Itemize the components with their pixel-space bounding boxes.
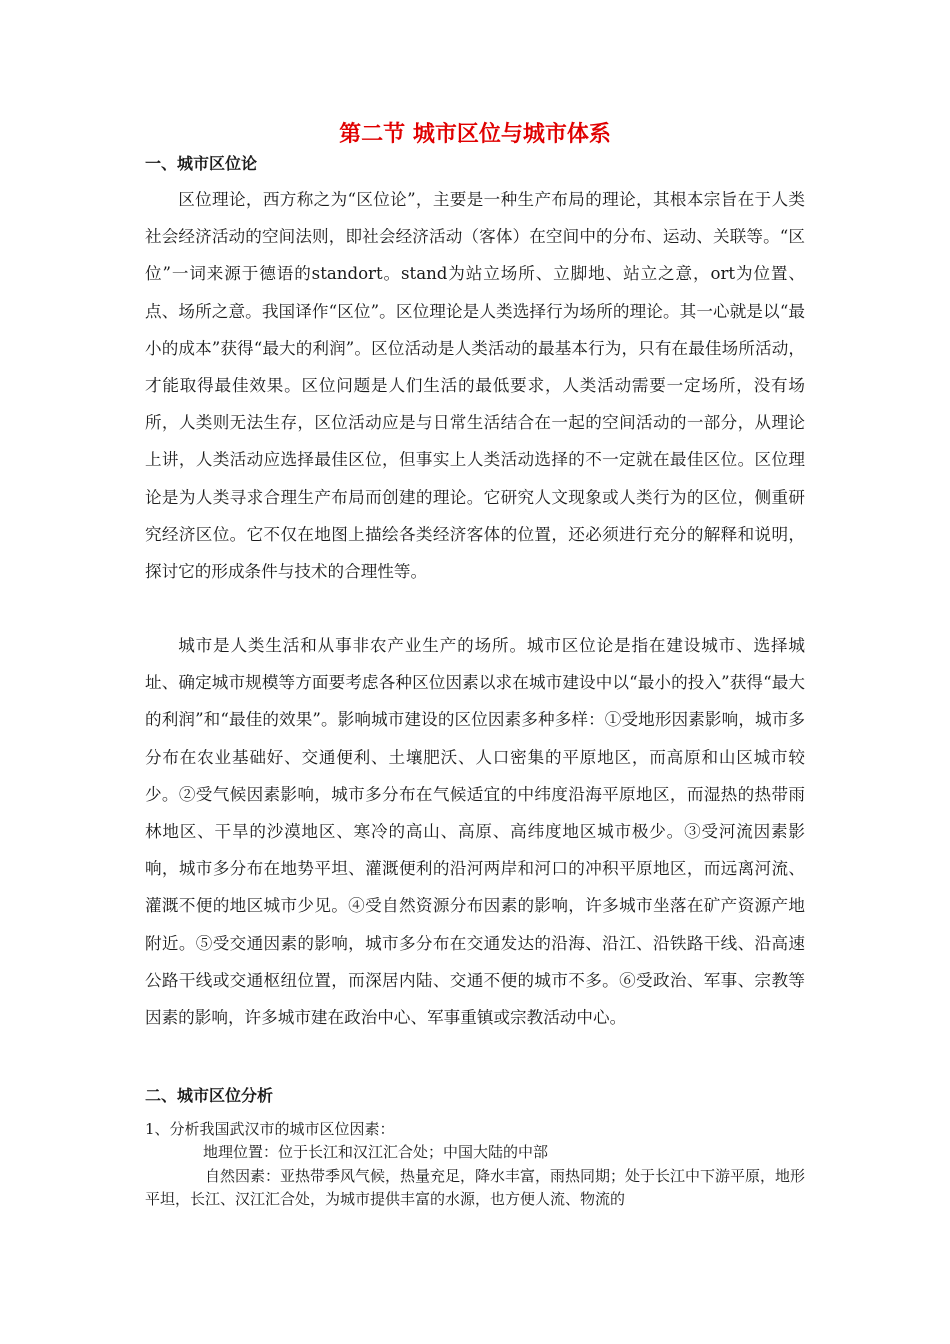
section-heading-1: 一、城市区位论 bbox=[145, 154, 258, 173]
paragraph-city-location: 城市是人类生活和从事非农产业生产的场所。城市区位论是指在建设城市、选择城址、确定城市规模等方面要考虑各种区位因素以求在城市建设中以“最小的投入”获得“最大的利润”和“最佳的效果”。影响城市建设的区位因素多种多样：①受地形因素影响，城市多分布在农业基础好、交通便利、土壤肥沃、人口密集的平原地区，而高原和山区城市较少。②受气候因素影响，城市多分布在气候适宜的中纬度沿海平原地区，而湿热的热带雨林地区、干旱的沙漠地区、寒冷的高山、高原、高纬度地区城市极少。③受河流因素影响，城市多分布在地势平坦、灌溉便利的沿河两岸和河口的冲积平原地区，而远离河流、灌溉不便的地区城市少见。④受自然资源分布因素的影响，许多城市坐落在矿产资源产地附近。⑤受交通因素的影响，城市多分布在交通发达的沿海、沿江、沿铁路干线、沿高速公路干线或交通枢纽位置，而深居内陆、交通不便的城市不多。⑥受政治、军事、宗教等因素的影响，许多城市建在政治中心、军事重镇或宗教活动中心。 bbox=[145, 636, 805, 1028]
geo-location-line: 地理位置：位于长江和汉江汇合处；中国大陆的中部 bbox=[203, 1143, 549, 1161]
paragraph-location-theory: 区位理论，西方称之为“区位论”，主要是一种生产布局的理论，其根本宗旨在于人类社会经济活动的空间法则，即社会经济活动（客体）在空间中的分布、运动、关联等。“区位”一词来源于德语的standort。stand为站立场所、立脚地、站立之意，ort为位置、点、场所之意。我国译作“区位”。区位理论是人类选择行为场所的理论。其一心就是以“最小的成本”获得“最大的利润”。区位活动是人类活动的最基本行为，只有在最佳场所活动，才能取得最佳效果。区位问题是人们生活的最低要求，人类活动需要一定场所，没有场所，人类则无法生存，区位活动应是与日常生活结合在一起的空间活动的一部分，从理论上讲，人类活动应选择最佳区位，但事实上人类活动选择的不一定就在最佳区位。区位理论是为人类寻求合理生产布局而创建的理论。它研究人文现象或人类行为的区位，侧重研究经济区位。它不仅在地图上描绘各类经济客体的位置，还必须进行充分的解释和说明，探讨它的形成条件与技术的合理性等。 bbox=[145, 190, 805, 582]
analysis-item-1: 1、分析我国武汉市的城市区位因素： bbox=[145, 1120, 395, 1138]
natural-factors-paragraph: 自然因素：亚热带季风气候，热量充足，降水丰富，雨热同期；处于长江中下游平原，地形平坦，长江、汉江汇合处，为城市提供丰富的水源，也方便人流、物流的 bbox=[145, 1167, 806, 1208]
section-heading-2: 二、城市区位分析 bbox=[145, 1086, 274, 1105]
page-title: 第二节 城市区位与城市体系 bbox=[339, 122, 611, 147]
